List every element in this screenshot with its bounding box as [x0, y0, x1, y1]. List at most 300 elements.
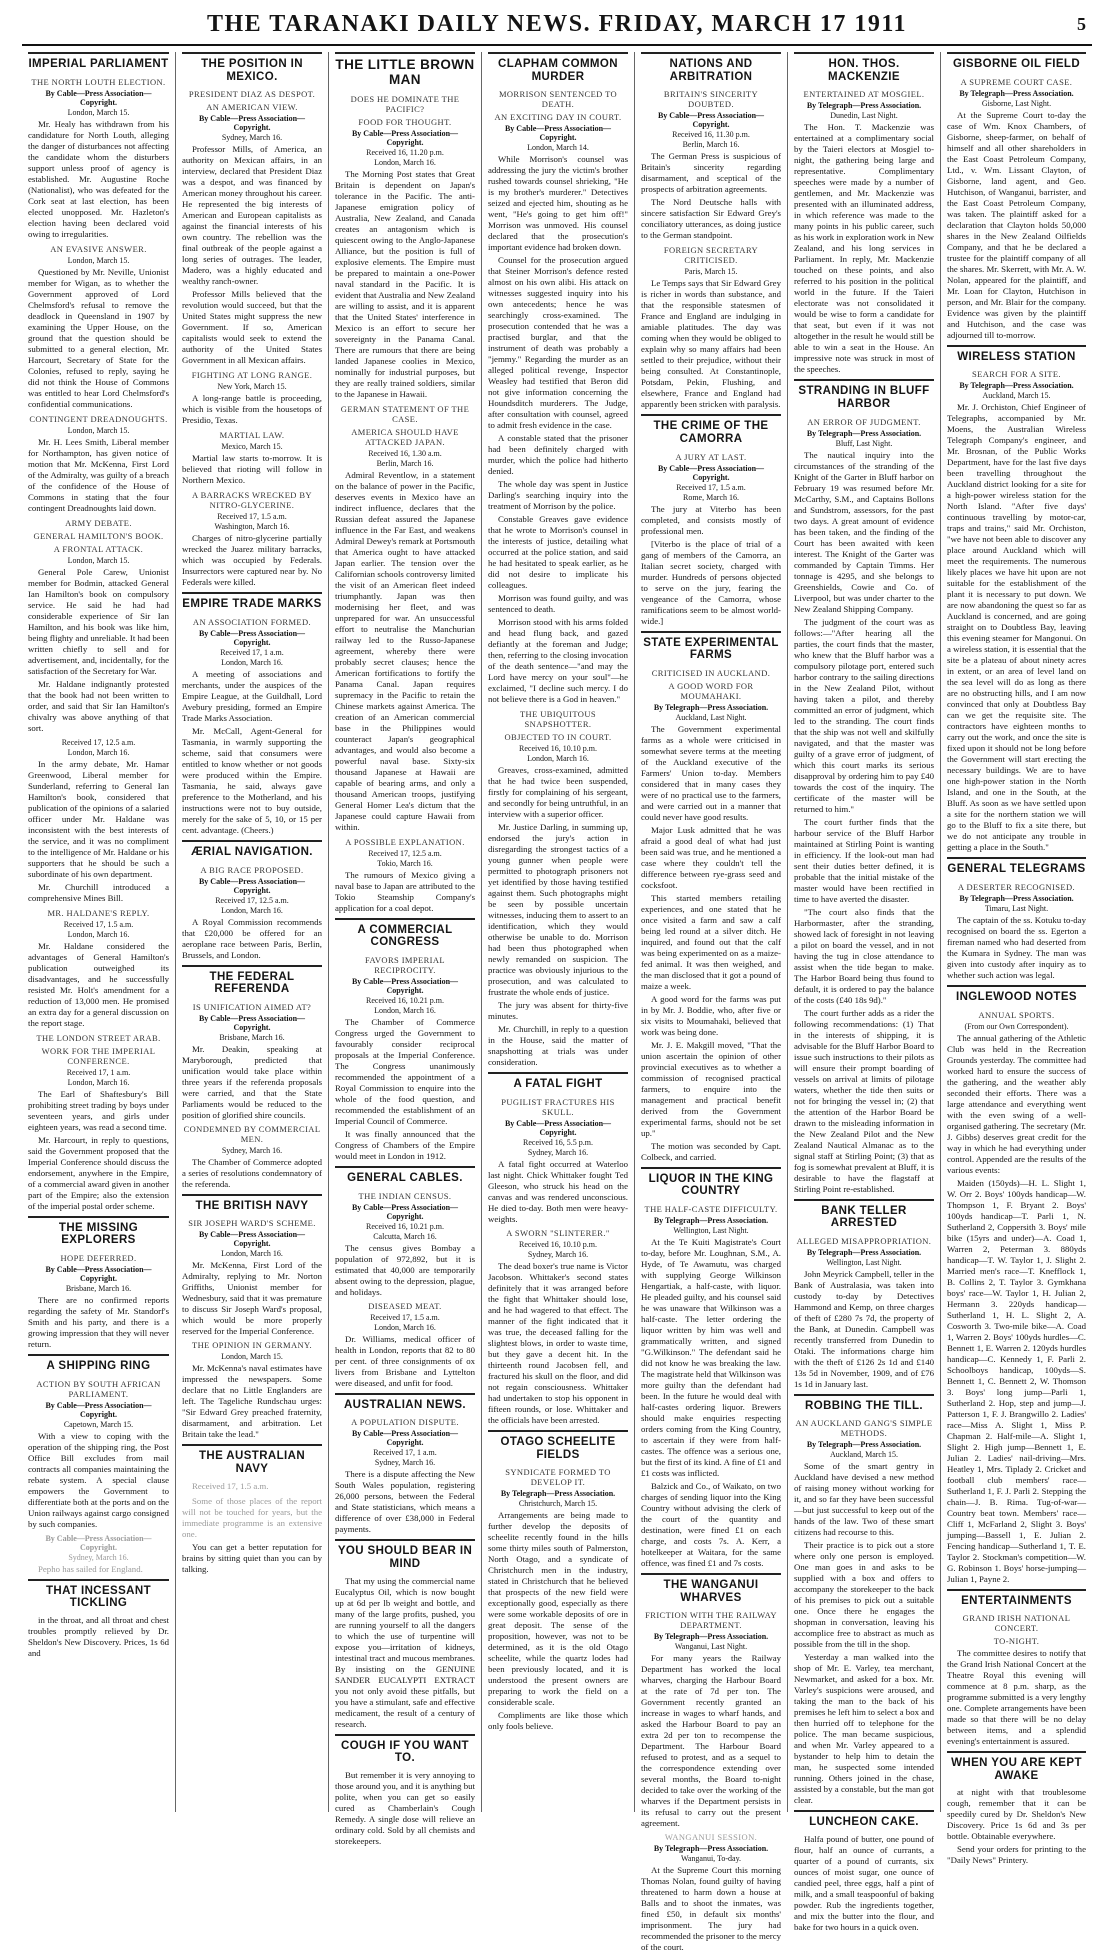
- dateline: London, March 16.: [374, 1005, 436, 1015]
- article-body: Mr. Harcourt, in reply to questions, said the Government proposed that the Imperial Conference should discuss the endorsement, anywhere in the Empire, of a commercial award given in another part of the Empire; also the extension of the imperial postal order scheme.: [28, 1134, 169, 1211]
- masthead-title: THE TARANAKI DAILY NEWS. FRIDAY, MARCH 17 1911: [207, 11, 907, 37]
- dateline: Rome, March 16.: [683, 492, 739, 502]
- article-body: Mr. Churchill introduced a comprehensive Mines Bill.: [28, 881, 169, 903]
- subhead: AN ASSOCIATION FORMED.: [192, 616, 312, 627]
- article-body: This started members retailing experiences, and one stated that he once visited a farm and saw a calf being led round at a silver ditch. He inquired, and found out that the calf was being experimented on as a maize-fed animal. It was then weighed, and the man disclosed that it got a pound of maize a week.: [641, 892, 781, 991]
- dateline: London, March 15.: [67, 555, 130, 565]
- article-body: Maiden (150yds)—H. L. Slight 1, W. Orr 2. Boys' 100yds handicap—W. Thompson 1, F. Bryant 2. Boys' 100yds handicap—T. Parli 1, N. Sutherland 2, Coppersith 3. Boys' mile bike (15yrs and under)—A. Coad 1, Warren 2, Peterman 3. 880yds handicap—T. W. Taylor 1, J. Slight 2. Married men's race—T. Knefflock 1, B. Collins 2, T. Taylor 3. Gymkhana boys' race—W. Taylor 1, H. Julian 2, Hermann 3. 220yds handicap—Sutherland 1, H. L. Slight 2, A. Cosworth 3. Two-mile bike—A. Coad 1, Warren 2. Boys' 100yds hurdles—C. Bennett 1, E. Warren 2. 120yds hurdles handicap—C. Kennedy 1, F. Parli 2. Schoolboys handicap, 100yds—S. Bennett 1, C. Bennett 2, W. Thomson 3. Boys' long jump—Parli 1, Sutherland 2. Hop, step and jump—J. Patterson 1, F. J. Brangwillo 2. Ladies' race—Miss A. Slight 1, Miss P. Chapman 2. Half-mile—A. Slight 1, Slight 2. High jump—Bennett 1, E. Julian 2. Ladies' nail-driving—Mrs. Heatley 1, Mrs. Tiplady 2. Cricket and football club members' race—Sutherland 1, F. J. Parli 2. Stepping the chain—J. B. Rima. Tug-of-war—Country beat town. Members' race—Cliff 1, McFarland 2, Slight 3. Boys' jumping—Bassell 1, E. Julian 2. Fencing handicap—Sutherland 1, T. E. Taylor 2. Stockman's competition—W. G. Robinson 1. Boys' horse-jumping—Julian 1, Payne 2.: [947, 1177, 1086, 1584]
- subhead: AN EXCITING DAY IN COURT.: [494, 112, 622, 123]
- article: [794, 1199, 934, 1390]
- subhead: ALLEGED MISAPPROPRIATION.: [796, 1235, 932, 1246]
- article: [28, 1579, 169, 1659]
- headline: GISBORNE OIL FIELD: [947, 52, 1086, 74]
- headline: INGLEWOOD NOTES: [947, 985, 1086, 1007]
- article-body: in the throat, and all throat and chest troubles promptly relieved by Dr. Sheldon's New Discovery. Prices, 1s 6d and: [28, 1614, 169, 1658]
- headline: STRANDING IN BLUFF HARBOR: [794, 379, 934, 413]
- article: [947, 857, 1086, 981]
- article: [641, 1167, 781, 1569]
- article: [794, 52, 934, 375]
- article-body: [Viterbo is the place of trial of a gang of members of the Camorra, an Italian secret society, charged with murder. Hundreds of persons objected to serve on the jury, fearing the vengeance of the Camorra, whose ramifications seem to be almost world-wide.]: [641, 538, 781, 626]
- article-body: Mr. Healy has withdrawn from his candidature for North Louth, alleging the danger of disturbances not affecting the candidate whom the disturbers support unless proof of agency is established. Mr. Augustine Roche (Nationalist), who was defeated for the Cork seat at last election, has been elected unopposed. Mr. Hazleton's election having been declared void owing to irregularities.: [28, 118, 169, 239]
- article-body: Mr. Haldane indignantly protested that the book had not been written to order, and said that Sir Ian Hamilton's chivalry was above anything of that sort.: [28, 678, 169, 733]
- dateline: Received 17, 1 a.m.: [66, 1067, 131, 1077]
- dateline: New York, March 15.: [217, 382, 287, 392]
- subhead: AN ERROR OF JUDGMENT.: [807, 416, 921, 427]
- article: [335, 1393, 475, 1536]
- article-body: Balzick and Co., of Waikato, on two charges of sending liquor into the King Country without advising the clerk of the court of the quantity and destination, were fined £1 on each charge, and costs 7s. A. Kerr, a hotelkeeper at Waitara, for the same offence, was fined £1 and 7s costs.: [641, 1481, 781, 1569]
- headline: THE WANGANUI WHARVES: [641, 1573, 781, 1607]
- article: [182, 430, 322, 486]
- dateline: London, March 15.: [67, 255, 130, 265]
- article: [794, 379, 934, 1194]
- article-body: It was finally announced that the Congress of Chambers of the Empire would meet in London in 1912.: [335, 1128, 475, 1161]
- article: [794, 1394, 934, 1807]
- dateline: Paris, March 15.: [684, 267, 738, 277]
- column-4: [481, 52, 634, 1812]
- subhead: ENTERTAINED AT MOSGIEL.: [803, 89, 925, 100]
- headline: ENTERTAINMENTS: [947, 1589, 1086, 1611]
- article-body: The court further adds as a rider the following recommendations: (1) That in the interests of shipping, it is advisable for the Bluff Harbor Board to issue such instructions to their pilots as will ensure their prompt boarding of vessels on arrival at limits of pilotage waters, whether the tide then suits or not for bringing the vessel in; (2) that the attention of the Harbor Board be drawn to the misleading information in the New Zealand Pilot and the New Zealand Nautical Almanac as to the signal staff at Stirling Point; (3) that as fog is somewhat prevalent at Bluff, it is desirable to have the flagstaff at Stirling Point re-established.: [794, 1007, 934, 1194]
- article: [335, 837, 475, 914]
- dateline: Washington, March 16.: [214, 522, 290, 532]
- subhead: A POSSIBLE EXPLANATION.: [345, 836, 465, 847]
- article-body: You can get a better reputation for brains by sitting quiet than you can by talking.: [182, 1541, 322, 1574]
- column-6: [787, 52, 940, 1933]
- article-body: The Chamber of Commerce adopted a series of resolutions condemnatory of the referenda.: [182, 1156, 322, 1189]
- article: [28, 1216, 169, 1350]
- article: [641, 1573, 781, 1953]
- article: [182, 1444, 322, 1491]
- article-body: The annual gathering of the Athletic Club was held in the Recreation Grounds yesterday. The committee had worked hard to ensure the success of the gathering, and the weather ably seconded their efforts. There was a large attendance and everything went with the even swing of a well-organised gathering. The secretary (Mr. J. Gibbs) deserves great credit for the way in which he had everything under control. Appended are the results of the various events:: [947, 1032, 1086, 1175]
- article-body: at night with that troublesome cough, remember that it can be speedily cured by Dr. Sheldon's New Discovery. Price 1s 6d and 3s per bottle. Obtainable everywhere.: [947, 1787, 1086, 1842]
- subhead: THE INDIAN CENSUS.: [358, 1190, 452, 1201]
- article-body: Send your orders for printing to the "Daily News" Printery.: [947, 1844, 1086, 1866]
- article: [182, 592, 322, 836]
- article-body: At the Supreme Court this morning Thomas Nolan, found guilty of having threatened to harm down a house at Balls and to shoot the inmates, was fined £50, in default six months' imprisonment. The jury had recommended the prisoner to the mercy of the court.: [641, 1865, 781, 1953]
- article-body: With a view to coping with the operation of the shipping ring, the Post Office Bill excludes from mail contracts all companies maintaining the rebate system. A special clause empowers the Government to differentiate both at the ports and on the Union railways against cargo consigned by such companies.: [28, 1430, 169, 1529]
- headline: OTAGO SCHEELITE FIELDS: [488, 1430, 628, 1464]
- article-body: Halfa pound of butter, one pound of flour, half an ounce of currants, a quarter of a pound of currants, six ounces of moist sugar, one ounce of candied peel, three eggs, half a pint of milk, and a small teaspoonful of baking powder. Rub the ingredients together, and mix the butter into the flour, and bake for two hours in a quick oven.: [794, 1834, 934, 1933]
- dateline: (From our Own Correspondent).: [964, 1021, 1069, 1031]
- subhead: MORRISON SENTENCED TO DEATH.: [498, 89, 618, 110]
- headline: A COMMERCIAL CONGRESS: [335, 918, 475, 952]
- article: [488, 1072, 628, 1426]
- headline: THE MISSING EXPLORERS: [28, 1216, 169, 1250]
- subhead: FOREIGN SECRETARY CRITICISED.: [663, 245, 759, 266]
- byline: By Telegraph—Press Association.: [806, 1247, 922, 1257]
- article-body: A long-range battle is proceeding, which is visible from the housetops of Presidio, Texas.: [182, 393, 322, 426]
- subhead: A POPULATION DISPUTE.: [351, 1417, 459, 1428]
- subhead: HOPE DEFERRED.: [60, 1252, 137, 1263]
- subhead: FIGHTING AT LONG RANGE.: [191, 370, 313, 381]
- article-body: Mr. J. E. Makgill moved, "That the union ascertain the opinion of other provincial executives as to whether a commission of recognised practical farmers, to enquire into the management and practical benefit derived from the Government experimental farms, should not be set up.": [641, 1039, 781, 1138]
- dateline: Sydney, March 16.: [527, 1249, 589, 1259]
- dateline: Auckland, Last Night.: [675, 712, 747, 722]
- article-body: Some of those places of the report will not be touched for years, but the immediate programme is an extensive one.: [182, 1495, 322, 1539]
- dateline: London, March 16.: [67, 747, 130, 757]
- article-body: Pepho has sailed for England.: [38, 1563, 143, 1574]
- article-body: The jury at Viterbo has been completed, and consists mostly of professional men.: [641, 503, 781, 536]
- article: [28, 1033, 169, 1212]
- subhead: FRICTION WITH THE RAILWAY DEPARTMENT.: [645, 1610, 777, 1631]
- article: [182, 52, 322, 366]
- byline: By Cable—Press Association—Copyright.: [351, 1429, 459, 1448]
- article-body: While Morrison's counsel was addressing the jury the victim's brother rushed towards counsel shrieking, "He is my brother's murderer." Detectives seized and ejected him, shouting as he went, "He's going to get him off!" Morrison was unmoved. His counsel declared that the prosecution's important evidence had broken down.: [488, 154, 628, 253]
- headline: GENERAL TELEGRAMS: [947, 857, 1086, 879]
- article-body: Arrangements are being made to further develop the deposits of scheelite recently found in the hills some thirty miles south of Palmerston, North Otago, and a syndicate of Christchurch men in the industry, stated in Christchurch that he believed that prospects of the new field were exceptionally good, especially as there were some workable deposits of ore in great deposit. The sense of the proposition, however, was not to be determined, as it is the old Otago scheelite, while the quartz lodes had been previously located, and it is understood the present owners are preparing to work the field on a considerable scale.: [488, 1510, 628, 1708]
- headline: THE FEDERAL REFERENDA: [182, 965, 322, 999]
- dateline: London, March 15.: [221, 1352, 283, 1362]
- dateline: London, March 16.: [67, 929, 130, 939]
- article-body: John Meyrick Campbell, teller in the Bank of Australasia, was taken into custody to-day by Detectives Hammond and Kemp, on three charges of theft of £280 7s 7d, the property of the Bank, at Dunedin. Campbell was recently transferred from Dunedin to Otaki. The informations charge him with the theft of £126 2s 1d and £140 13s 5d in November, 1909, and of £76 1s 1d in January last.: [794, 1268, 934, 1389]
- article: [488, 1430, 628, 1732]
- subhead: ACTION BY SOUTH AFRICAN PARLIAMENT.: [36, 1378, 161, 1399]
- byline: By Cable—Press Association—Copyright.: [198, 1013, 306, 1032]
- byline: By Telegraph—Press Association.: [653, 702, 769, 712]
- subhead: CONTINGENT DREADNOUGHTS.: [29, 413, 168, 424]
- dateline: Received 17, 1.5 a.m.: [63, 919, 134, 929]
- article: [641, 245, 781, 410]
- article: [182, 1496, 322, 1575]
- headline: AUSTRALIAN NEWS.: [335, 1393, 475, 1415]
- article: [28, 738, 169, 904]
- dateline: London, March 16.: [527, 754, 589, 764]
- dateline: Wanganui, To-day.: [680, 1854, 742, 1864]
- article-body: A meeting of associations and merchants, under the auspices of the Empire League, at the Guildhall, Lord Avebury presiding, formed an Empire Trade Marks Association.: [182, 668, 322, 723]
- article-body: Morrison stood with his arms folded and head flung back, and gazed defiantly at the foreman and Judge; then, referring to the closing invocation of the death sentence—"and may the Lord have mercy on your soul"—he exclaimed, "I decline such mercy. I do not believe there is a God in heaven.": [488, 617, 628, 705]
- dateline: Sydney, March 16.: [221, 1145, 283, 1155]
- article-body: There are no confirmed reports regarding the safety of Mr. Standorf's Smith and his party, and there is a growing impression that they will never return.: [28, 1294, 169, 1349]
- headline: HON. THOS. MACKENZIE: [794, 52, 934, 86]
- headline: NATIONS AND ARBITRATION: [641, 52, 781, 86]
- article: [28, 1534, 169, 1575]
- subhead: A BIG RACE PROPOSED.: [200, 864, 304, 875]
- byline: By Cable—Press Association—Copyright.: [45, 1400, 152, 1419]
- dateline: Sydney, March 16.: [527, 1147, 589, 1157]
- dateline: Brisbane, March 16.: [219, 1032, 285, 1042]
- dateline: Wanganui, Last Night.: [674, 1642, 748, 1652]
- subhead: MARTIAL LAW.: [219, 430, 285, 441]
- article: [641, 52, 781, 241]
- dateline: Bluff, Last Night.: [835, 438, 893, 448]
- article: [28, 1354, 169, 1530]
- dateline: Sydney, March 16.: [221, 133, 283, 143]
- article-body: Dr. Williams, medical officer of health in London, reports that 82 to 80 per cent. of three consignments of ox livers from Brisbane and Lyttelton were diseased, and unfit for food.: [335, 1333, 475, 1388]
- article-body: Charges of nitro-glycerine partially wrecked the Juarez military barracks, which was occupied by Federals. Insurrectors were captured near by. No Federals were killed.: [182, 533, 322, 588]
- subhead: AN EVASIVE ANSWER.: [50, 243, 147, 254]
- byline: By Cable—Press Association—Copyright.: [351, 128, 459, 147]
- subhead: A GOOD WORD FOR MOUMAHAKI.: [668, 680, 754, 701]
- headline: THE BRITISH NAVY: [182, 1194, 322, 1216]
- dateline: London, March 16.: [67, 1077, 130, 1087]
- dateline: Received 17, 12.5 a.m.: [215, 895, 289, 905]
- byline: By Telegraph—Press Association.: [653, 1632, 769, 1642]
- dateline: London, March 16.: [374, 157, 436, 167]
- subhead: PUGILIST FRACTURES HIS SKULL.: [501, 1096, 615, 1117]
- subhead: THE NORTH LOUTH ELECTION.: [31, 76, 166, 87]
- subhead: DOES HE DOMINATE THE PACIFIC?: [350, 93, 460, 114]
- subhead: BRITAIN'S SINCERITY DOUBTED.: [663, 89, 759, 110]
- headline: ÆRIAL NAVIGATION.: [182, 840, 322, 862]
- article-body: The committee desires to notify that the Grand Irish National Concert at the Theatre Royal this evening will commence at 8 p.m. sharp, as the programme submitted is a very lengthy one. Complete arrangements have been made so that there will be no delay between items, and a splendid evening's entertainment is assured.: [947, 1648, 1086, 1747]
- article-body: The nautical inquiry into the circumstances of the stranding of the Knight of the Garter in Bluff harbor on February 19 was resumed before Mr. McCarthy, S.M., and Captains Bollons and Sundstrom, assessors, for the past two days. A great amount of evidence has been taken, and the finding of the Court has been awaited with keen interest. The Knight of the Garter was commanded by Captain Timms. Her tonnage is 4295, and she belongs to Greenshields, Cowie and Co. of Liverpool, but was under charter to the New Zealand Shipping Company.: [794, 449, 934, 614]
- byline: By Telegraph—Press Association.: [653, 1216, 769, 1226]
- dateline: Berlin, March 16.: [376, 458, 434, 468]
- column-7: [940, 52, 1092, 1866]
- dateline: Received 17, 1 a.m.: [220, 647, 284, 657]
- dateline: London, March 16.: [221, 657, 283, 667]
- dateline: Sydney, March 16.: [68, 1552, 129, 1562]
- article-body: The captain of the ss. Kotuku to-day recognised on board the ss. Egerton a fireman named who had deserted from the Kumara in Sydney. The man was given into custody after inquiry as to whether such action was legal.: [947, 914, 1086, 980]
- byline: By Telegraph—Press Association.: [806, 1440, 922, 1450]
- article-body: But remember it is very annoying to those around you, and it is anything but polite, when you can get so easily cured as Chamberlain's Cough Remedy. A single dose will relieve an ordinary cold. Sold by all chemists and storekeepers.: [335, 1769, 475, 1846]
- subhead: WORK FOR THE IMPERIAL CONFERENCE.: [41, 1045, 156, 1066]
- byline: By Cable—Press Association—Copyright.: [45, 1264, 152, 1283]
- article-body: The dead boxer's true name is Victor Jacobson. Whittaker's second states definitely that it was arranged before the fight that Whittaker should lose, and he had wagered to that effect. The manner of the fight indicated that it was true, the deceased falling for the slightest blows, in order to waste time, but they gave a decent hit. In the thirteenth round Jacobsen fell, and fractured his skull on the floor, and did not regain consciousness. Whittaker had undertaken to stop his opponent in fifteen rounds, or lose. Whittaker and the officials have been arrested.: [488, 1260, 628, 1425]
- article-body: Mr. H. Lees Smith, Liberal member for Northampton, has given notice of motion that Mr. McKenna, First Lord of the Admiralty, was guilty of a breach of the confidence of the House of Commons in stating that the four contingent Dreadnoughts laid down.: [28, 436, 169, 513]
- dateline: Received 16, 10.10 p.m.: [519, 1239, 597, 1249]
- article-body: In the army debate, Mr. Hamar Greenwood, Liberal member for Sunderland, referring to General Ian Hamilton's book, considered that publication of the opinions of a salaried officer under Mr. Haldane was inconsistent with the best interests of the service, and it was no compliment to the intelligence of Mr. Haldane or his supporters that he should be such a subordinate of his own department.: [28, 758, 169, 879]
- column-2: [175, 52, 328, 1812]
- article-body: Some of the smart gentry in Auckland have devised a new method of raising money without working for it, and so far they have been successful—but just successful to keep out of the hands of the law. Two of these smart citizens had recourse to this.: [794, 1461, 934, 1538]
- byline: By Cable—Press Association—Copyright.: [45, 88, 152, 107]
- dateline: Timaru, Last Night.: [984, 903, 1049, 913]
- article: [28, 908, 169, 1029]
- article-body: The whole day was spent in Justice Darling's searching inquiry into the treatment of Morrison by the police.: [488, 479, 628, 512]
- article-body: That my using the commercial name Eucalyptus Oil, which is now bought up at 6d per lb weight and bottle, and many of the large profits, pushed, you are running yourself to all the dangers to which the use of turpentine will expose you—irritation of kidneys, intestinal tract and mucous membranes. By insisting on the GENUINE SANDER EUCALYPTI EXTRACT you not only avoid these pitfalls, but you have a stimulant, safe and effective medicament, the result of a century of research.: [335, 1575, 475, 1729]
- subhead: MR. HALDANE'S REPLY.: [47, 907, 150, 918]
- subhead: A FRONTAL ATTACK.: [53, 543, 144, 554]
- article-body: "The court also finds that the Harbormaster, after the stranding, showed lack of foresight in not leaving a pilot on board the vessel, and in not having the tug in close attendance to assist when the tide began to make. The Harbor Board being thus found to default, it is ordered to pay the balance of the costs (£40 18s 9d).": [794, 906, 934, 1005]
- article: [947, 1589, 1086, 1748]
- dateline: Received 16, 11.20 p.m.: [366, 147, 444, 157]
- byline: By Telegraph—Press Association.: [806, 428, 922, 438]
- column-3: [328, 52, 481, 1846]
- article-body: Le Temps says that Sir Edward Grey is richer in words than substance, and that the responsible statesmen of France and England are indulging in amiable platitudes. The day was coming when they would be obliged to explain why so many affairs had been settled to their prejudice, without their being consulted. At Constantinople, Potsdam, Pekin, Flushing, and elsewhere, France and England had apparently been stricken with paralysis.: [641, 278, 781, 410]
- article-body: Morrison was found guilty, and was sentenced to death.: [488, 593, 628, 615]
- article-body: The Government experimental farms as a whole were criticised in somewhat severe terms at the meeting of the Auckland executive of the Farmers' Union to-day. Members considered that in many cases they were of no practical use to the farmers, and were carried out in a manner that could never have good results.: [641, 723, 781, 822]
- headline: WHEN YOU ARE KEPT AWAKE: [947, 1751, 1086, 1785]
- article-body: Professor Mills believed that the revolution would succeed, but that the United States might suppress the new Government. If so, American capitalists would seek to extend the authority of the United States Government in all Mexican affairs.: [182, 289, 322, 366]
- subhead: SEARCH FOR A SITE.: [972, 369, 1061, 380]
- subhead: THE LONDON STREET ARAB.: [36, 1032, 161, 1043]
- dateline: Received 17, 1.5 a.m.: [676, 482, 746, 492]
- headline: THE CRIME OF THE CAMORRA: [641, 414, 781, 448]
- masthead: [22, 10, 1092, 46]
- article-body: At the Te Kuiti Magistrate's Court to-day, before Mr. Loughnan, S.M., A. Hyde, of Te Awamutu, was charged with supplying George Wilkinson Hengartiak, a half-caste, with liquor. He pleaded guilty, and his counsel said he was unaware that Wilkinson was a half-caste. The letter ordering the liquor written by him was well and grammatically written, and signed "G.Wilkinson." The defendant said he did not know he was breaking the law. The magistrate held that Wilkinson was more guilty than the defendant had been. In the future he would deal with half-castes ordering liquor. Brewers should make enquiries respecting orders coming from the King Country, to ascertain if they were from half-castes. The offence was a serious one, but the first of its kind. A fine of £1 and £1 costs was inflicted.: [641, 1237, 781, 1479]
- dateline: London, March 16.: [374, 1322, 436, 1332]
- subhead: GERMAN STATEMENT OF THE CASE.: [340, 403, 470, 424]
- byline: By Telegraph—Press Association.: [653, 1844, 769, 1854]
- byline: By Cable—Press Association—Copyright.: [198, 114, 306, 133]
- subhead: A SWORN "SLINTERER.": [506, 1227, 610, 1238]
- subhead: CONDEMNED BY COMMERCIAL MEN.: [183, 1123, 321, 1144]
- subhead: OBJECTED TO IN COURT.: [504, 732, 612, 743]
- article-body: The Chamber of Commerce Congress urged the Government to favourably consider reciprocal proposals at the Imperial Conference. The Congress unanimously recommended the appointment of a Royal Commission to enquire into the whole of the food question, and recommended the establishment of an Imperial Council of Commerce.: [335, 1016, 475, 1126]
- article-body: Mr. McKenna's naval estimates have impressed the newspapers. Some declare that no Little Englanders are left. The Tageliche Rundschau urges: "Sir Edward Grey preached fraternity, disarmament, and arbitration. Let Britain take the lead.": [182, 1363, 322, 1440]
- article: [794, 1810, 934, 1933]
- article-body: The court further finds that the harbour service of the Bluff Harbor maintained at Stirling Point is wanting in efficiency. If the look-out man had sent their duties better defined, it is probable that the initial mistake of the master would have been rectified in time to have averted the disaster.: [794, 816, 934, 904]
- article-body: General Pole Carew, Unionist member for Bodmin, attacked General Ian Hamilton's book on compulsory service. He said he had had considerable experience of Sir Ian Hamilton, and his book was like him, being flighty and unreliable. It had been written chiefly to sell and for advertisement, and, incidentally, for the satisfaction of the Secretary for War.: [28, 566, 169, 676]
- article-body: Mr. Deakin, speaking at Maryborough, predicted that unification would take place within three years if the referenda proposals were carried, and that the State Parliaments would be reduced to the position of glorified shire councils.: [182, 1043, 322, 1120]
- article-body: Major Lusk admitted that he was afraid a good deal of what had just been said was true, and he mentioned a case where they couldn't tell the difference between rye-grass seed and cocksfoot.: [641, 824, 781, 890]
- column-1: [22, 52, 175, 1812]
- article-body: Questioned by Mr. Neville, Unionist member for Wigan, as to whether the Government approved of Lord Chelmsford's refusal to remove the deadlock in Queensland in 1907 by examining the Upper House, on the ground that the question should be submitted to a general election, Mr. Harcourt, Secretary of State for the Colonies, refused to reply, saying he did not think the House of Commons was entitled to hear Lord Chelmsford's confidential communications.: [28, 266, 169, 409]
- article-body: Constable Greaves gave evidence that he wrote to Morrison's counsel in the interests of justice, detailing what occurred at the police station, and said he had hesitated to speak earlier, as he did not desire to implicate his colleagues.: [488, 514, 628, 591]
- article: [28, 518, 169, 734]
- article-body: Professor Mills, of America, an authority on Mexican affairs, in an interview, declared that President Diaz was a despot, and was financed by American money throughout his career. He represented the big interests of American and European capitalists as against the financial interests of his own country. The rebellion was the final outbreak of the people against a long series of outrages. The leader, Madero, was a highly educated and wealthy ranch-owner.: [182, 144, 322, 287]
- dateline: Christchurch, March 15.: [518, 1499, 598, 1509]
- subhead: IS UNIFICATION AIMED AT?: [192, 1001, 312, 1012]
- article-body: The Morning Post states that Great Britain is dependent on Japan's tolerance in the Pacific. The anti-Japanese emigration policy of Australia, New Zealand, and Canada creates an antagonism which is quiescent owing to the Anglo-Japanese Alliance, but the position is full of explosive elements. The Empire must be prepared to maintain a one-Power naval standard in the Pacific. It is evident that Australia and New Zealand are willing to assist, and it is apparent that the United States' interference in Mexico is an effort to secure her sovereignty in the Panama Canal. There are rumours that there are being landed Japanese coolies in Mexico, nominally for industrial purposes, but they are really trained soldiers, similar to the Japanese in Hawaii.: [335, 168, 475, 399]
- headline: ROBBING THE TILL.: [794, 1394, 934, 1416]
- article: [641, 414, 781, 626]
- article: [182, 490, 322, 588]
- article-body: The rumours of Mexico giving a naval base to Japan are attributed to the Tokio Steamship Company's application for a coal depot.: [335, 869, 475, 913]
- article-body: Mr. J. Orchiston, Chief Engineer of Telegraphs, accompanied by Mr. Moens, the Australian Wireless Telegraph Company's engineer, and Mr. Brosnan, of the Public Works Department, have for the last five days been travelling throughout the Auckland district looking for a site for a high-power wireless station for the North Island. "After five days' continuous travelling by motor-car, traps and trains," said Mr. Orchiston, "we have not been able to discover any place around Auckland which will meet the requirements. The numerous likely places we have hit upon are not suitable for the establishment of the plant it is necessary to put down. We are now abandoning the quest so far as Auckland is concerned, and are going straight on to Doubtless Bay, leaving this evening steamer for Mangonui. On a wireless station, it is essential that the site be a plateau of about ninety acres in extent, or an area of level land on the sea level will do as long as there are no obstructing hills, and I am now convinced that only at Doubtless Bay can we get the requisite site. The contractors have eighteen months to carry out the work, and once the site is fixed upon it should not be long before the Government will start erecting the necessary buildings. We are to have one high-power station in the North Island, and one in the South, at the Bluff. As soon as we have settled upon a site for the northern station we will go to the Bluff to fix a site there, but we do not anticipate any trouble in getting a place in the South.": [947, 402, 1086, 853]
- article-body: The Hon. T. Mackenzie was entertained at a complimentary social by the Taieri electors at Mosgiel to-night, the gathering being large and representative. Complimentary speeches were made by a number of gentlemen, and Mr. Mackenzie was presented with an illuminated address, in which reference was made to the many points in his public career, such as his work in exploration work in New Zealand, and his long services in Parliament. In reply, Mr. Mackenzie touched on these points, and also referred to his position in the political world in the future. If the Taieri electorate was not consolidated it would be wise to form a candidate for that seat, but even if it was not altogether in the result he would still be able to win a seat in the House. An impressive note was struck in most of the speeches.: [794, 122, 934, 375]
- byline: By Telegraph—Press Association.: [959, 893, 1074, 903]
- article: [488, 52, 628, 705]
- dateline: Received 17, 1.5 a.m.: [370, 1312, 440, 1322]
- article: [28, 244, 169, 410]
- dateline: Received 17, 12.5 a.m.: [368, 848, 442, 858]
- subhead: AN AMERICAN VIEW.: [206, 102, 298, 113]
- dateline: London, March 15.: [67, 425, 130, 435]
- subhead: A BARRACKS WRECKED BY NITRO-GLYCERINE.: [192, 490, 312, 511]
- dateline: Received 16, 10.21 p.m.: [366, 1221, 444, 1231]
- byline: By Cable—Press Association—Copyright.: [198, 628, 306, 647]
- dateline: Wellington, Last Night.: [673, 1226, 749, 1236]
- article: [947, 345, 1086, 854]
- headline: THE POSITION IN MEXICO.: [182, 52, 322, 86]
- article-body: A good word for the farms was put in by Mr. J. Boddie, who, after five or six visits to Moumahaki, believed that work was being done.: [641, 993, 781, 1037]
- dateline: Auckland, March 15.: [830, 1450, 898, 1460]
- article: [335, 1166, 475, 1389]
- subhead: DISEASED MEAT.: [368, 1300, 442, 1311]
- headline: THE LITTLE BROWN MAN: [335, 52, 475, 91]
- dateline: Received 17, 1 a.m.: [373, 1448, 437, 1458]
- article-body: For many years the Railway Department has worked the local wharves, charging the Harbour Board at the rate of 7d per ton. The Government recently granted an increase in wages to wharf hands, and asked the Harbour Board to pay an extra 2d per ton to recompense the Department. The Harbour Board refused to protest, and as a sequel to the correspondence extending over several months, the Board to-night decided to take over the working of the wharves if the Department persists in its refusal to carry out the present agreement.: [641, 1653, 781, 1829]
- article: [28, 52, 169, 240]
- article-body: Mr. Churchill, in reply to a question in the House, said the matter of snapshotting at trials was under consideration.: [488, 1024, 628, 1068]
- dateline: Received 17, 12.5 a.m.: [61, 737, 136, 747]
- article: [28, 414, 169, 514]
- subhead: AN AUCKLAND GANG'S SIMPLE METHODS.: [795, 1418, 933, 1439]
- article-body: The Earl of Shaftesbury's Bill prohibiting street trading by boys under seventeen years, and girls under eighteen years, was read a second time.: [28, 1088, 169, 1132]
- subhead: TO-NIGHT.: [993, 1636, 1040, 1647]
- headline: WIRELESS STATION: [947, 345, 1086, 367]
- subhead: WANGANUI SESSION.: [664, 1832, 758, 1843]
- dateline: Capetown, March 15.: [63, 1419, 134, 1429]
- article: [947, 52, 1086, 341]
- subhead: PRESIDENT DIAZ AS DESPOT.: [188, 89, 316, 100]
- subhead: FAVORS IMPERIAL RECIPROCITY.: [364, 954, 446, 975]
- article-body: Counsel for the prosecution argued that Steiner Morrison's defence rested almost on his own alibi. His attack on witnesses suggested inquiry into his own antecedents; hence he was searchingly cross-examined. The prosecution contended that he was a practised burglar, and that the instrument of death was probably a "jemmy." Regarding the murder as an alleged political revenge, Inspector Weasley had testified that Beron did not give information concerning the Houndsditch murderers. The Judge, after consultation with counsel, agreed to admit fresh evidence in the case.: [488, 255, 628, 431]
- dateline: Received 17, 1.5 a.m.: [217, 512, 287, 522]
- headline: THAT INCESSANT TICKLING: [28, 1579, 169, 1613]
- article-body: A constable stated that the prisoner had been definitely charged with murder, which the police had hitherto denied.: [488, 433, 628, 477]
- byline: By Cable—Press Association—Copyright.: [504, 124, 612, 143]
- headline: LIQUOR IN THE KING COUNTRY: [641, 1167, 781, 1201]
- subhead: A SUPREME COURT CASE.: [960, 76, 1073, 87]
- article: [182, 1194, 322, 1441]
- subhead: SYNDICATE FORMED TO DEVELOP IT.: [505, 1467, 611, 1488]
- article: [182, 370, 322, 426]
- article-body: The Nord Deutsche halls with sincere satisfaction Sir Edward Grey's conciliatory utterances, as doing justice to the German standpoint.: [641, 197, 781, 241]
- dateline: Auckland, March 15.: [982, 391, 1051, 401]
- article-body: Mr. McCall, Agent-General for Tasmania, in warmly supporting the scheme, said that consumers were entitled to know whether or not goods were produced within the Empire. Tasmania, he said, always gave preference to the Motherland, and his instructions were not to buy outside, merely for the sake of 5, 10, or 15 per cent. advantage. (Cheers.): [182, 725, 322, 835]
- article: [182, 965, 322, 1190]
- headline: GENERAL CABLES.: [335, 1166, 475, 1188]
- dateline: Calcutta, March 16.: [373, 1231, 437, 1241]
- headline: LUNCHEON CAKE.: [794, 1810, 934, 1832]
- subhead: GRAND IRISH NATIONAL CONCERT.: [962, 1613, 1071, 1634]
- article: [335, 52, 475, 400]
- article: [488, 709, 628, 1068]
- article-body: Mr. Justice Darling, in summing up, endorsed the jury's action in disregarding the strongest tactics of a young gunner when people were permitted to photograph prisoners not yet identified by those having testified against them. Such photographs might be seen by possible uncertain witnesses, inducing them to assert to an identification, which they would otherwise be unable to do. Morrison had been thus photographed when newly remanded on suspicion. The practice was obviously injurious to the prosecution, and was calculated to frustrate the whole ends of justice.: [488, 822, 628, 998]
- article-body: The motion was seconded by Capt. Colbeck, and carried.: [641, 1140, 781, 1162]
- byline: By Telegraph—Press Association.: [959, 88, 1074, 98]
- byline: By Telegraph—Press Association.: [500, 1489, 616, 1499]
- dateline: Received 16, 5.5 p.m.: [523, 1137, 593, 1147]
- article-body: There is a dispute affecting the New South Wales population, registering 26,000 persons, between the Federal and State statisticians, which means a difference of over £38,000 in Federal payments.: [335, 1469, 475, 1535]
- byline: By Cable—Press Association—Copyright.: [657, 463, 765, 482]
- headline: THE AUSTRALIAN NAVY: [182, 1444, 322, 1478]
- byline: By Cable—Press Association—Copyright.: [351, 976, 459, 995]
- article-body: Yesterday a man walked into the shop of Mr. E. Varley, tea merchant, Newmarket, and asked for a box. Mr. Varley's suspicions were aroused, and taking the man to the back of his premises he left him to select a box and then hurried off to telephone for the police. The man became suspicious, and when Mr. Varley appeared to a bystander to help him to detain the man, he suspected some intended running. Others joined in the chase, assisted by a constable, but the man got clear.: [794, 1652, 934, 1806]
- article-body: Mr. McKenna, First Lord of the Admiralty, replying to Mr. Norton Griffiths, Unionist member for Wednesbury, said that it was premature to discuss Sir Joseph Ward's proposal, which would be more properly reserved for the Imperial Conference.: [182, 1260, 322, 1337]
- subhead: SIR JOSEPH WARD'S SCHEME.: [188, 1218, 316, 1229]
- byline: By Cable—Press Association—Copyright.: [198, 876, 306, 895]
- article-body: Compliments are like those which only fools believe.: [488, 1710, 628, 1732]
- subhead: AMERICA SHOULD HAVE ATTACKED JAPAN.: [351, 426, 459, 447]
- headline: EMPIRE TRADE MARKS: [182, 592, 322, 614]
- article: [641, 631, 781, 1163]
- headline: BANK TELLER ARRESTED: [794, 1199, 934, 1233]
- article: [335, 1734, 475, 1847]
- dateline: London, March 16.: [221, 905, 283, 915]
- byline: By Cable—Press Association—Copyright.: [504, 1118, 612, 1137]
- article-body: Martial law starts to-morrow. It is believed that rioting will follow in Northern Mexico.: [182, 453, 322, 486]
- article-body: At the Supreme Court to-day the case of Wm. Knox Chambers, of Gisborne, sheep-farmer, on behalf of himself and all other shareholders in the East Coast Petroleum Company, Ltd., v. Wm. Lissant Clayton, of Gisborne, land agent, and Geo. Hutchison, of Wanganui, barrister, and the East Coast Petroleum Company, was taken. The plaintiff asked for a declaration that Clayton holds 50,000 shares in the New Zealand Oilfields Company, and that he be declared a trustee for the plaintiff company of all the shares. Mr. Skerrett, with Mr. A. W. Nolan, appeared for the plaintiff, and Mr. Loan for Clayton, Hutchison in person, and Mr. Blair for the company. Evidence was given by the plaintiff and Hutchison, and the case was adjourned till to-morrow.: [947, 109, 1086, 340]
- headline: STATE EXPERIMENTAL FARMS: [641, 631, 781, 665]
- byline: By Cable—Press Association—Copyright.: [198, 1230, 306, 1249]
- dateline: Brisbane, March 16.: [65, 1283, 132, 1293]
- byline: By Telegraph—Press Association.: [959, 381, 1074, 391]
- dateline: Dunedin, Last Night.: [830, 111, 898, 121]
- subhead: CRITICISED IN AUCKLAND.: [651, 667, 771, 678]
- dateline: Received 16, 10.10 p.m.: [519, 744, 597, 754]
- subhead: ANNUAL SPORTS.: [978, 1009, 1055, 1020]
- byline: By Cable—Press Association—Copyright.: [45, 1533, 152, 1552]
- article-body: The jury was absent for thirty-five minutes.: [488, 1000, 628, 1022]
- byline: By Telegraph—Press Association.: [806, 101, 922, 111]
- page-number: 5: [1077, 14, 1086, 34]
- byline: By Cable—Press Association—Copyright.: [351, 1202, 459, 1221]
- subhead: GENERAL HAMILTON'S BOOK.: [33, 530, 164, 541]
- headline: YOU SHOULD BEAR IN MIND: [335, 1539, 475, 1573]
- dateline: Tokio, March 16.: [377, 858, 433, 868]
- dateline: Sydney, March 16.: [374, 1458, 436, 1468]
- headline: A SHIPPING RING: [28, 1354, 169, 1376]
- dateline: London, March 14.: [527, 143, 589, 153]
- article: [335, 918, 475, 1162]
- dateline: Gisborne, Last Night.: [981, 98, 1052, 108]
- article-body: Admiral Reventlow, in a statement on the balance of power in the Pacific, deserves events in Mexico have an indirect influence, declares that the Russian defeat assured the Japanese influence in the Far East, and weakens Admiral Dewey's remark at Portsmouth that America ought to have attacked Japan earlier. The tension over the Californian schools controversy limited the visit of an American fleet indeed triumphantly. Japan was then modernising her fleet, and was unprepared for war. An unsuccessful effort to neutralise the Manchurian railway led to the Russo-Japanese agreement, whereby there were probably secret clauses; hence the American fortifications to fortify the Panama Canal. Japan requires supremacy in the Pacific to retain the Chinese markets against America. The creation of an American commercial base in the Philippines would counteract Japan's geographical advantages, and would also become a powerful naval base. Sixty-six thousand Japanese at Hawaii are capable of bearing arms, and only a thousand American troops, justifying General Homer Lea's dictum that the Japanese could capture Hawaii from within.: [335, 469, 475, 832]
- article: [335, 1539, 475, 1729]
- columns: [22, 52, 1092, 1953]
